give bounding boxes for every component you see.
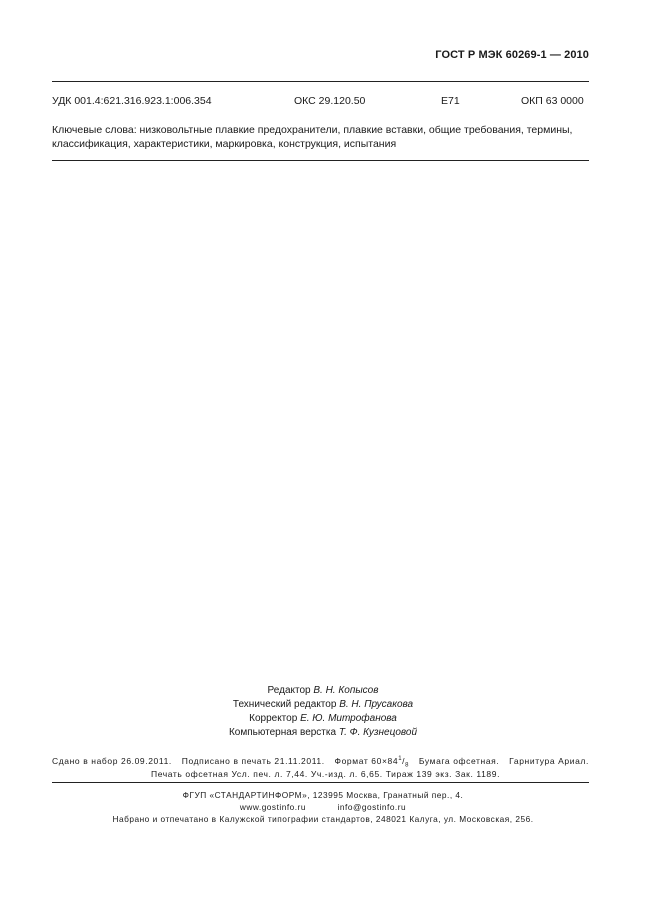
imprint-divider (52, 782, 589, 783)
imprint-format: Формат $60\times 84^1/_8$ (334, 756, 410, 769)
publisher-contacts (0, 801, 646, 813)
proofreader-label: Корректор (249, 713, 298, 724)
keywords-divider (52, 160, 589, 161)
publisher-block (0, 789, 646, 825)
editorial-staff (0, 684, 646, 740)
header-divider (52, 81, 589, 82)
printing-house: Набрано и отпечатано в Калужской типографии стандартов, 248021 Калуга, ул. Московская, 256. (112, 814, 534, 824)
imprint-line-2: Печать офсетная Усл. печ. л. 7,44. Уч.-изд. л. 6,65. Тираж 139 экз. Зак. 1189. (151, 769, 501, 779)
tech-editor-name: В. Н. Прусакова (339, 699, 414, 710)
okp-code: ОКП 63 0000 (521, 95, 584, 107)
group-code: Е71 (441, 95, 460, 107)
editor-label: Редактор (267, 685, 311, 696)
proofreader-line (0, 712, 646, 726)
imprint-paper: Бумага офсетная. (418, 756, 500, 766)
tech-editor-line (0, 698, 646, 712)
imprint-typeface: Гарнитура Ариал. (509, 756, 589, 766)
layout-line (0, 726, 646, 740)
imprint-signed: Подписано в печать 21.11.2011. (181, 756, 325, 766)
standard-number: ГОСТ Р МЭК 60269-1 — 2010 (435, 49, 589, 61)
publisher-address: ФГУП «СТАНДАРТИНФОРМ», 123995 Москва, Гранатный пер., 4. (182, 790, 464, 800)
keywords-line-1: Ключевые слова: низковольтные плавкие предохранители, плавкие вставки, общие требования, термины, (52, 124, 573, 136)
publisher-website[interactable]: www.gostinfo.ru (239, 802, 306, 812)
imprint-line-1 (52, 756, 589, 769)
oks-code: ОКС 29.120.50 (294, 95, 366, 107)
tech-editor-label: Технический редактор (232, 699, 337, 710)
imprint-submitted: Сдано в набор 26.09.2011. (52, 756, 172, 766)
editor-name: В. Н. Копысов (313, 685, 379, 696)
publisher-email[interactable]: info@gostinfo.ru (337, 802, 407, 812)
keywords (52, 123, 592, 151)
editor-line (0, 684, 646, 698)
layout-name: Т. Ф. Кузнецовой (338, 727, 418, 738)
layout-label: Компьютерная верстка (228, 727, 337, 738)
keywords-line-2: классификация, характеристики, маркировка, конструкция, испытания (52, 138, 397, 150)
proofreader-name: Е. Ю. Митрофанова (300, 713, 397, 724)
udk-code: УДК 001.4:621.316.923.1:006.354 (52, 95, 212, 107)
